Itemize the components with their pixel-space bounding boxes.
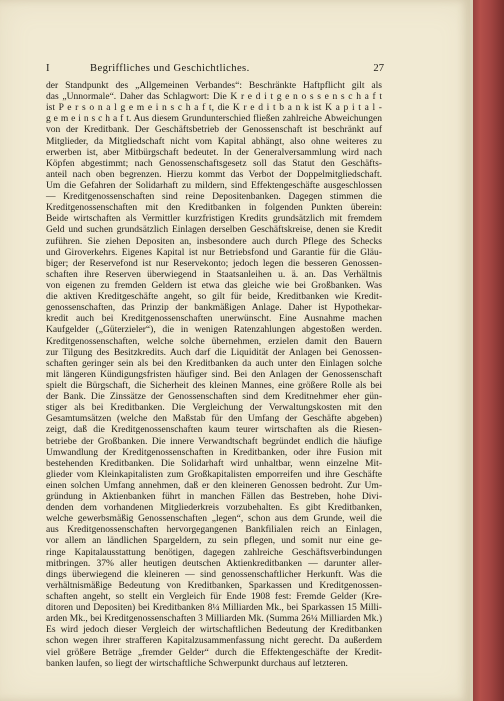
text-line: — Kreditgenossenschaften sind reine Depositenbanken. Dagegen stimmen die [46, 191, 382, 203]
text-line: mit längeren Kündigungsfristen häufiger sind. Bei den Anlagen der Genossenschaft [46, 368, 382, 380]
text-line: der Bank. Die Zinssätze der Genossenschaften sind dem Kreditnehmer eher gün- [46, 391, 382, 403]
text-line: Kreditgenossenschaften, welche solche übernehmen, erzielen damit den Bauern [46, 335, 382, 347]
text-line: banken laufen, so liegt der wirtschaftliche Schwerpunkt durchaus auf letzteren. [46, 657, 348, 669]
text-line: Geld und suchen grundsätzlich Einlagen derselben Geschäftskreise, denen sie Kredit [46, 224, 382, 236]
text-line: genossenschaften, das Prinzip der bankmäßigen Anlage. Daher ist Hypothekar- [46, 302, 382, 314]
text-line: viel größere Beträge „fremder Gelder“ durch die Effektengeschäfte der Kredit- [46, 646, 382, 658]
text-line: ditoren und Depositen) bei Kreditbanken 8¼ Milliarden Mk., bei Sparkassen 15 Milli- [46, 602, 382, 614]
text-line: schon wegen ihrer strafferen Kapitalzusammenfassung nicht gerecht. Da außerdem [46, 635, 382, 647]
text-line: schaften angeht, so stellt ein Vergleich für Ende 1908 fest: Fremde Gelder (Kre- [46, 591, 382, 603]
text-line: Umwandlung der Kreditgenossenschaften in Kreditbanken, oder ihre Fusion mit [46, 446, 382, 458]
text-line: anteil nach oben begrenzen. Hierzu kommt das Verbot der Doppelmitgliedschaft. [46, 168, 382, 180]
text-line: einen solchen Umfang annehmen, daß er den kleineren Genossen bedroht. Zur Um- [46, 479, 382, 491]
text-line: arden Mk., bei Kreditgenossenschaften 3 Milliarden Mk. (Summa 26¼ Milliarden Mk.) [46, 613, 382, 625]
text-line: von eigenen zu fremden Geldern ist etwa das gleiche wie bei Großbanken. Was [46, 279, 382, 291]
running-title: Begriffliches und Geschichtliches. [90, 63, 250, 74]
text-line: glieder vom Kleinkapitalisten zum Großkapitalisten emporreifen und ihre Geschäfte [46, 468, 382, 480]
text-line: dings überwiegend die kleineren — sind genossenschaftlicher Herkunft. Was die [46, 568, 382, 580]
text-line: Es wird jedoch dieser Vergleich der wirtschaftlichen Bedeutung der Kreditbanken [46, 624, 382, 636]
text-line: Mitglieder, da Mitgliedschaft nicht vom Kapital abhängt, also ohne weiteres zu [46, 135, 382, 147]
text-line: vor allem an ländlichen Spargeldern, zu sein pflegen, und somit nur eine ge- [46, 535, 382, 547]
text-line: Kaufgelder („Güterzieler“), die in wenigen Ratenzahlungen abgestoßen werden. [46, 324, 382, 336]
book-binding [470, 0, 504, 701]
text-line: schaften geringer sein als bei den Kreditbanken da auch unter den Einlagen solche [46, 357, 382, 369]
text-line: mitbringen. 37% aller heutigen deutschen Aktienkreditbanken — darunter aller- [46, 557, 382, 569]
text-line: der Standpunkt des „Allgemeinen Verbandes“: Beschränkte Haftpflicht gilt als [46, 80, 382, 91]
text-line: ist P e r s o n a l g e m e i n s c h a f t, die K r e d i t b a n k ist K a p i t a l - [46, 102, 382, 114]
text-line: schaften ihre Reserven überwiegend in Staatsanleihen u. ä. an. Das Verhältnis [46, 268, 382, 280]
text-line: biger; der Reservefond ist nur Reservekonto; jedoch legen die besseren Genossen- [46, 257, 382, 269]
chapter-number: I [46, 63, 50, 74]
text-line: betriebe der Großbanken. Die innere Verwandtschaft begründet endlich die häufige [46, 435, 382, 447]
text-line: g e m e i n s c h a f t. Aus diesem Grundunterschied fließen zahlreiche Abweichungen [46, 113, 382, 125]
text-line: bestehenden Kreditbanken. Die Solidarhaft wird unhaltbar, wenn einzelne Mit- [46, 457, 382, 469]
text-line: von der Kreditbank. Der Geschäftsbetrieb der Genossenschaft ist beschränkt auf [46, 124, 382, 136]
body-text [46, 80, 382, 669]
text-line: aus Kreditgenossenschaften hervorgegangenen Bankfilialen reich an Einlagen, [46, 524, 382, 536]
text-line: die aktiven Kreditgeschäfte angeht, so gilt für beide, Kreditbanken wie Kredit- [46, 291, 382, 303]
text-line: Kreditgenossenschaften mit den Kreditbanken in folgenden Punkten überein: [46, 202, 382, 214]
text-line: Gesamtumsätzen (welche den Maßstab für den Umfang der Geschäfte abgeben) [46, 413, 382, 425]
text-line: stiger als bei Kreditbanken. Die Vergleichung der Verwaltungskosten mit den [46, 402, 382, 414]
text-line: spielt die Bürgschaft, die Sicherheit des kleinen Mannes, eine größere Rolle als bei [46, 379, 382, 391]
text-line: ringe Kapitalausstattung benötigen, dagegen zahlreiche Geschäftsverbindungen [46, 546, 382, 558]
text-line: zeigt, daß die Kreditgenossenschaften kaum teurer wirtschaften als die Riesen- [46, 424, 382, 436]
text-line: und Giroverkehrs. Eigenes Kapital ist nur Betriebsfond und Garantie für die Gläu- [46, 246, 382, 258]
text-line: welche gewerbsmäßig Genossenschaften „legen“, schon aus dem Grunde, weil die [46, 513, 382, 525]
text-line: erwerben ist, aber Mitbürgschaft bedeutet. In der Generalversammlung wird nach [46, 146, 382, 158]
text-line: kredit auch bei Kreditgenossenschaften unerwünscht. Eine Ausnahme machen [46, 313, 382, 325]
text-line: denden dem vorhandenen Mitgliederkreis vorzubehalten. Es gibt Kreditbanken, [46, 502, 382, 514]
text-line: Um die Gefahren der Solidarhaft zu mildern, sind Effektengeschäfte ausgeschlossen [46, 179, 382, 191]
text-line: zur Tilgung des Besitzkredits. Auch darf die Liquidität der Anlagen bei Genossen- [46, 346, 382, 358]
text-line: Köpfen abgestimmt; nach Genossenschaftsgesetz soll das Statut den Geschäfts- [46, 157, 382, 169]
text-line: Beide wirtschaften als Vermittler kurzfristigen Kredits grundsätzlich mit fremdem [46, 213, 382, 225]
text-line: das „Unnormale“. Daher das Schlagwort: Die K r e d i t g e n o s s e n s c h a f t [46, 91, 382, 103]
page-number: 27 [373, 63, 384, 74]
text-line: gründung in Aktienbanken führt in manchen Fällen das Bestreben, hohe Divi- [46, 491, 382, 503]
text-line: zuführen. Sie ziehen Depositen an, insbesondere auch durch Pflege des Schecks [46, 235, 382, 247]
text-line: verhältnismäßige Bedeutung von Kreditbanken, Sparkassen und Kreditgenossen- [46, 579, 382, 591]
